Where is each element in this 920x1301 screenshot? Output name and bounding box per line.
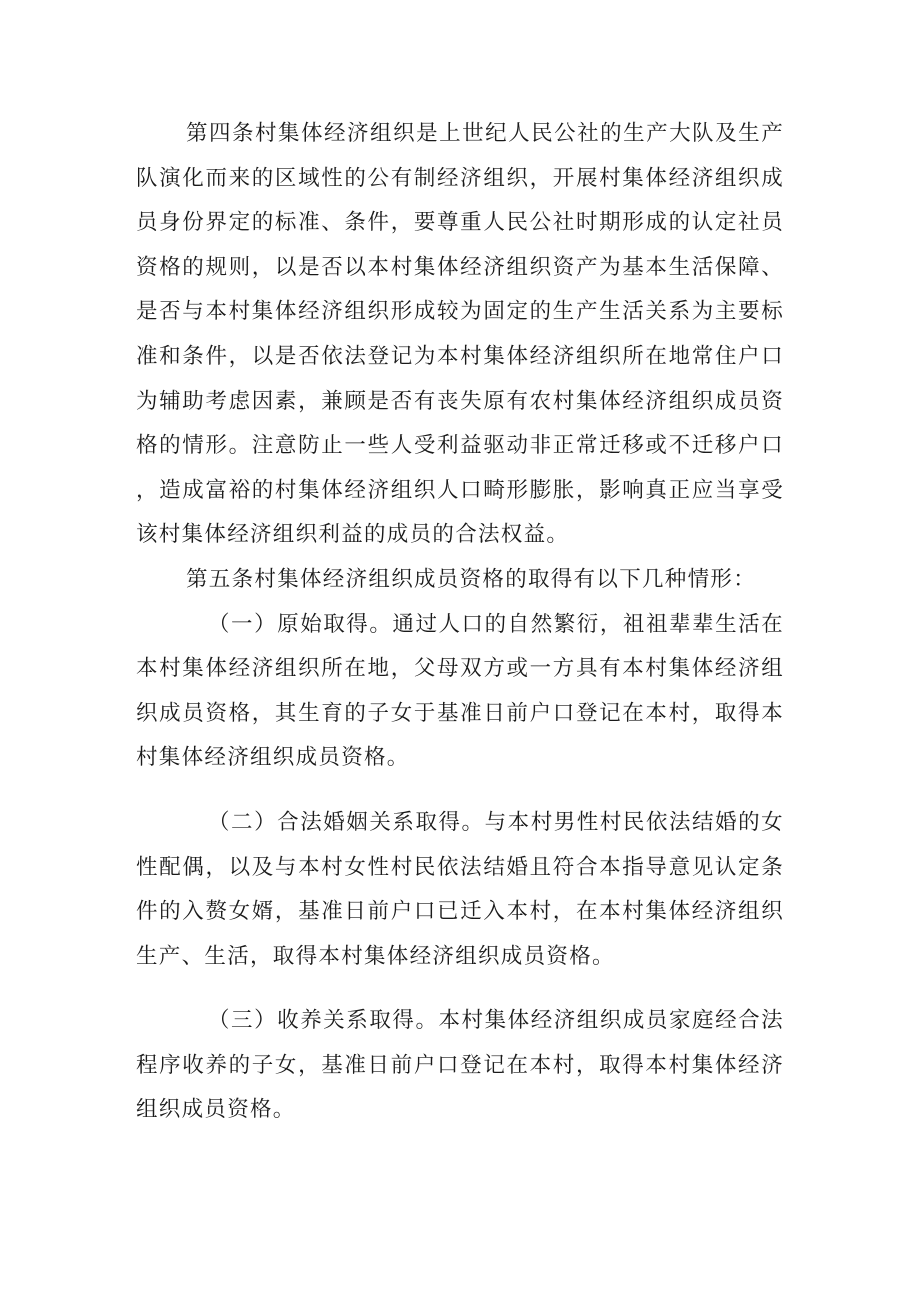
paragraph-article-4: 第四条村集体经济组织是上世纪人民公社的生产大队及生产队演化而来的区域性的公有制经济组织，开展村集体经济组织成员身份界定的标准、条件，要尊重人民公社时期形成的认定社员资格的规则，以是否以本村集体经济组织资产为基本生活保障、是否与本村集体经济组织形成较为固定的生产生活关系为主要标准和条件，以是否依法登记为本村集体经济组织所在地常住户口为辅助考虑因素，兼顾是否有丧失原有农村集体经济组织成员资格的情形。注意防止一些人受利益驱动非正常迁移或不迁移户口，造成富裕的村集体经济组织人口畸形膨胀，影响真正应当享受该村集体经济组织利益的成员的合法权益。 bbox=[136, 121, 784, 548]
document-body bbox=[136, 112, 784, 1133]
paragraph-item-2: （二）合法婚姻关系取得。与本村男性村民依法结婚的女性配偶，以及与本村女性村民依法结婚且符合本指导意见认定条件的入赘女婿，基准日前户口已迁入本村，在本村集体经济组织生产、生活，取得本村集体经济组织成员资格。 bbox=[136, 809, 784, 969]
paragraph-article-5: 第五条村集体经济组织成员资格的取得有以下几种情形： bbox=[186, 566, 757, 592]
paragraph-item-3: （三）收养关系取得。本村集体经济组织成员家庭经合法程序收养的子女，基准日前户口登记在本村，取得本村集体经济组织成员资格。 bbox=[136, 1008, 784, 1123]
paragraph-item-1: （一）原始取得。通过人口的自然繁衍，祖祖辈辈生活在本村集体经济组织所在地，父母双方或一方具有本村集体经济组织成员资格，其生育的子女于基准日前户口登记在本村，取得本村集体经济组织成员资格。 bbox=[136, 611, 784, 771]
